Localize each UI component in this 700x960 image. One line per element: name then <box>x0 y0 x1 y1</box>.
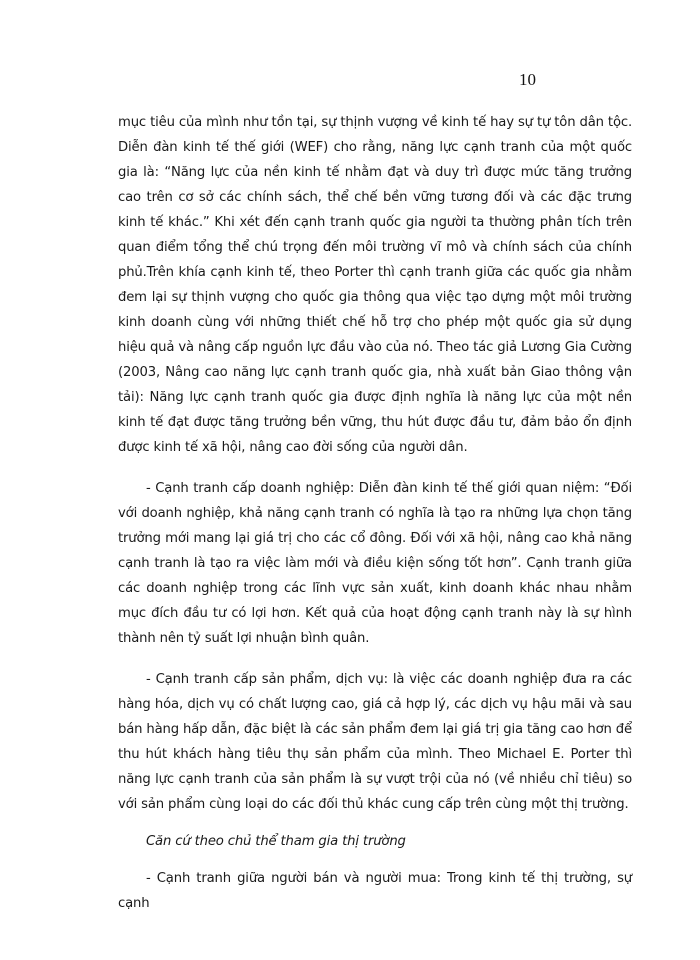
paragraph-enterprise-competition: - Cạnh tranh cấp doanh nghiệp: Diễn đàn kinh tế thế giới quan niệm: “Đối với doanh nghiệp, khả năng cạnh tranh có nghĩa là tạo ra những lựa chọn tăng trưởng mới mang lại giá trị cho các cổ đông. Đối với xã hội, nâng cao khả năng cạnh tranh là tạo ra việc làm mới và điều kiện sống tốt hơn”. Cạnh tranh giữa các doanh nghiệp trong các lĩnh vực sản xuất, kinh doanh khác nhau nhằm mục đích đầu tư có lợi hơn. Kết quả của hoạt động cạnh tranh này là sự hình thành nên tỷ suất lợi nhuận bình quân. <box>118 481 632 646</box>
section-heading: Căn cứ theo chủ thể tham gia thị trường <box>146 834 406 849</box>
document-body <box>118 110 632 916</box>
paragraph-national-competitiveness: mục tiêu của mình như tồn tại, sự thịnh vượng về kinh tế hay sự tự tôn dân tộc. Diễn đàn kinh tế thế giới (WEF) cho rằng, năng lực cạnh tranh của một quốc gia là: “Năng lực của nền kinh tế nhằm đạt và duy trì được mức tăng trưởng cao trên cơ sở các chính sách, thể chế bền vững tương đối và các đặc trưng kinh tế khác.” Khi xét đến cạnh tranh quốc gia người ta thường phân tích trên quan điểm tổng thể chú trọng đến môi trường vĩ mô và chính sách của chính phủ.Trên khía cạnh kinh tế, theo Porter thì cạnh tranh giữa các quốc gia nhằm đem lại sự thịnh vượng cho quốc gia thông qua việc tạo dựng một môi trường kinh doanh cùng với những thiết chế hỗ trợ cho phép một quốc gia sử dụng hiệu quả và nâng cấp nguồn lực đầu vào của nó. Theo tác giả Lương Gia Cường (2003, Nâng cao năng lực cạnh tranh quốc gia, nhà xuất bản Giao thông vận tải): Năng lực cạnh tranh quốc gia được định nghĩa là năng lực của một nền kinh tế đạt được tăng trưởng bền vững, thu hút được đầu tư, đảm bảo ổn định được kinh tế xã hội, nâng cao đời sống của người dân. <box>118 115 632 455</box>
paragraph-seller-buyer-competition: - Cạnh tranh giữa người bán và người mua: Trong kinh tế thị trường, sự cạnh <box>118 871 632 911</box>
page-number: 10 <box>519 70 536 89</box>
paragraph-product-competition: - Cạnh tranh cấp sản phẩm, dịch vụ: là việc các doanh nghiệp đưa ra các hàng hóa, dịch vụ có chất lượng cao, giá cả hợp lý, các dịch vụ hậu mãi và sau bán hàng hấp dẫn, đặc biệt là các sản phẩm đem lại giá trị gia tăng cao hơn để thu hút khách hàng tiêu thụ sản phẩm của mình. Theo Michael E. Porter thì năng lực cạnh tranh của sản phẩm là sự vượt trội của nó (về nhiều chỉ tiêu) so với sản phẩm cùng loại do các đối thủ khác cung cấp trên cùng một thị trường. <box>118 672 632 812</box>
